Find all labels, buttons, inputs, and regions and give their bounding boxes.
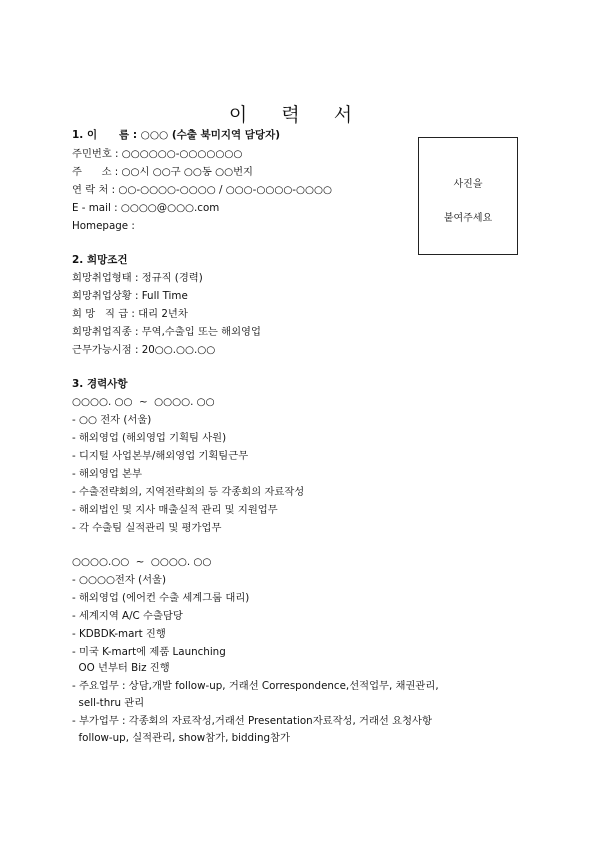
contact-phone: 연 락 처 : ○○-○○○○-○○○○ / ○○○-○○○○-○○○○ bbox=[72, 184, 332, 196]
career-2-extra-duties: - 부가업무 : 각종회의 자료작성,거래선 Presentation자료작성, 거래선 요청사항 bbox=[72, 715, 432, 727]
address: 주 소 : ○○시 ○○구 ○○동 ○○번지 bbox=[72, 166, 253, 178]
career-1-period: ○○○○. ○○ ~ ○○○○. ○○ bbox=[72, 396, 215, 408]
section-2-heading: 2. 희망조건 bbox=[72, 254, 128, 266]
desired-position: 희 망 직 급 : 대리 2년차 bbox=[72, 308, 188, 320]
career-1-line: - 디지털 사업본부/해외영업 기획팀근무 bbox=[72, 450, 249, 462]
resident-number: 주민번호 : ○○○○○○-○○○○○○○ bbox=[72, 148, 243, 160]
career-2-extra-duties-cont: follow-up, 실적관리, show참가, bidding참가 bbox=[72, 732, 290, 744]
career-1-line: - 해외법인 및 지사 매출실적 관리 및 지원업무 bbox=[72, 504, 278, 516]
career-1-line: - 수출전략회의, 지역전략회의 등 각종회의 자료작성 bbox=[72, 486, 305, 498]
career-2-line: - 미국 K-mart에 제품 Launching bbox=[72, 646, 226, 658]
section-1-heading: 1. 이 름 : ○○○ (수출 북미지역 담당자) bbox=[72, 129, 281, 141]
desired-job-field: 희망취업직종 : 무역,수출입 또는 해외영업 bbox=[72, 326, 261, 338]
career-2-line: - 해외영업 (에어컨 수출 세계그룹 대리) bbox=[72, 592, 250, 604]
homepage: Homepage : bbox=[72, 220, 135, 232]
career-1-line: - 각 수출팀 실적관리 및 평가업무 bbox=[72, 522, 222, 534]
career-2-main-duties: - 주요업무 : 상담,개발 follow-up, 거래선 Correspondence,선적업무, 채권관리, bbox=[72, 680, 439, 692]
desired-employment-status: 희망취업상황 : Full Time bbox=[72, 290, 188, 302]
photo-label-line-1: 사진을 bbox=[453, 179, 483, 190]
career-2-main-duties-cont: sell-thru 관리 bbox=[72, 697, 145, 709]
photo-placeholder bbox=[418, 137, 518, 255]
career-2-line: OO 년부터 Biz 진행 bbox=[72, 662, 170, 674]
career-1-line: - 해외영업 (해외영업 기획팀 사원) bbox=[72, 432, 227, 444]
career-2-period: ○○○○.○○ ~ ○○○○. ○○ bbox=[72, 556, 212, 568]
email: E - mail : ○○○○@○○○.com bbox=[72, 202, 220, 214]
photo-label-line-2: 붙여주세요 bbox=[443, 213, 493, 224]
desired-employment-type: 희망취업형태 : 정규직 (경력) bbox=[72, 272, 203, 284]
section-3-heading: 3. 경력사항 bbox=[72, 378, 128, 390]
career-2-line: - 세계지역 A/C 수출담당 bbox=[72, 610, 183, 622]
career-1-line: - ○○ 전자 (서울) bbox=[72, 414, 152, 426]
career-2-line: - ○○○○전자 (서울) bbox=[72, 574, 167, 586]
career-1-line: - 해외영업 본부 bbox=[72, 468, 142, 480]
career-2-line: - KDBDK-mart 진행 bbox=[72, 628, 166, 640]
available-start-date: 근무가능시점 : 20○○.○○.○○ bbox=[72, 344, 216, 356]
document-title: 이 력 서 bbox=[228, 104, 367, 126]
